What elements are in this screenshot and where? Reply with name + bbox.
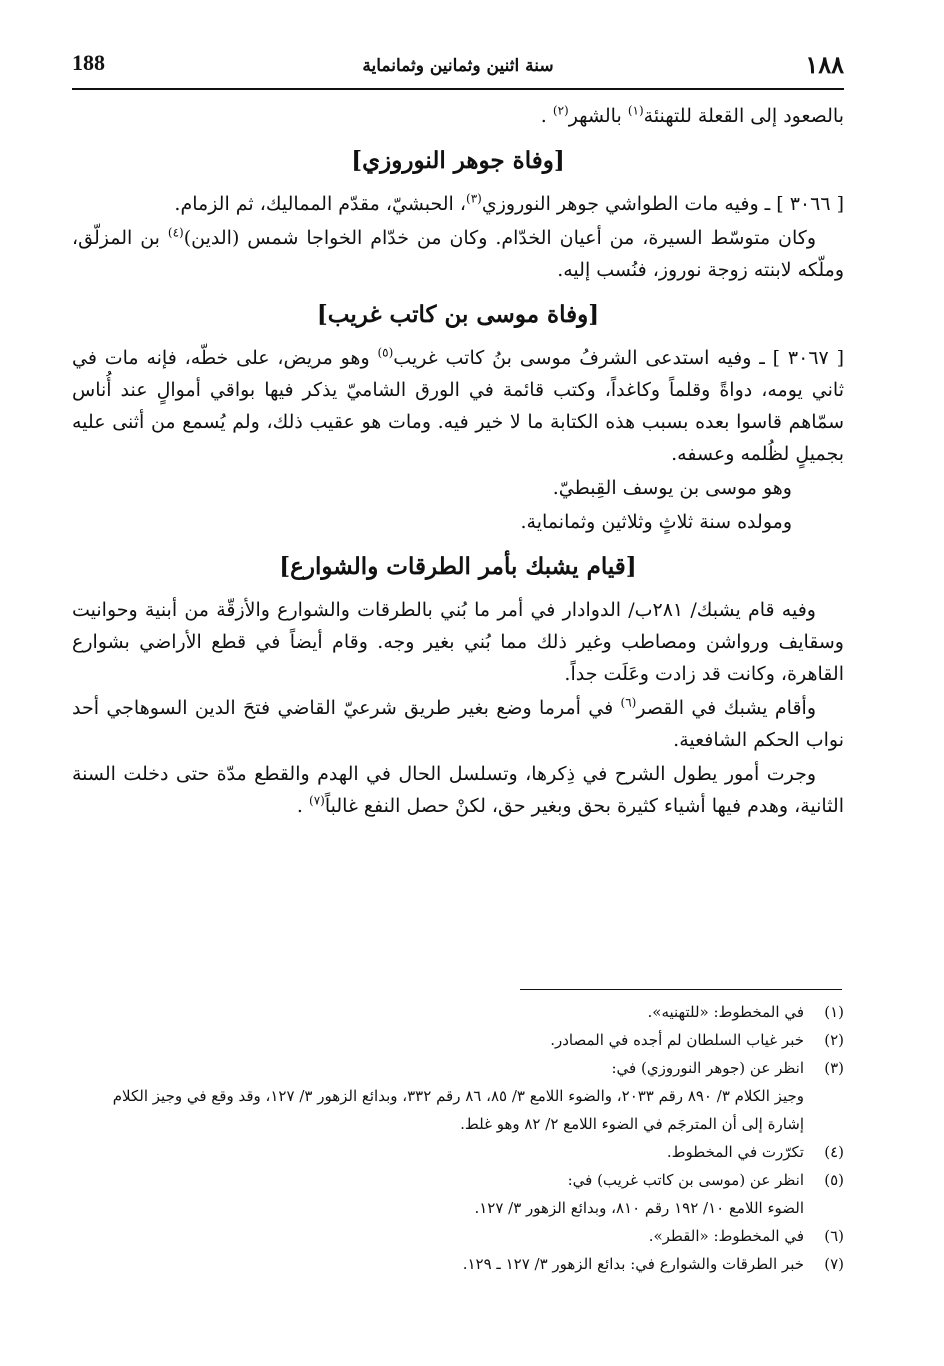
footnote-number: (٦) <box>824 1227 844 1245</box>
paragraph: وكان متوسّط السيرة، من أعيان الخدّام. وكان من خدّام الخواجا شمس (الدين)$^{(٤)}$ بن المزلّق، وملّكه لابنته زوجة نوروز، فنُسب إليه. <box>72 225 844 281</box>
page-header <box>72 50 844 86</box>
opening-line: بالصعود إلى القعلة للتهنئة$^{(١)}$ بالشهر$^{(٢)}$ . <box>540 103 844 127</box>
footnote-ref: (١) <box>627 103 644 118</box>
footnote: (٦) في المخطوط: «القطر». <box>72 1222 844 1250</box>
paragraph: وهو موسى بن يوسف القِبطيّ. <box>552 477 792 499</box>
paragraph: وأقام يشبك في القصر$^{(٦)}$ في أمرما وضع بغير طريق شرعيّ القاضي فتحَ الدين السوهاجي أحد نواب الحكم الشافعية. <box>72 695 844 751</box>
footnote: (٥) انظر عن (موسى بن كاتب غريب) في: الضوء اللامع ١٠/ ١٩٢ رقم ٨١٠، وبدائع الزهور ٣/ ١٢٧. <box>72 1166 844 1222</box>
page-number-arabic: ١٨٨ <box>805 50 844 79</box>
section-heading: [قيام يشبك بأمر الطرقات والشوارع] <box>279 553 637 580</box>
footnote-number: (٥) <box>824 1171 844 1189</box>
footnote-number: (٣) <box>824 1059 844 1077</box>
paragraph: وفيه قام يشبك/ ٢٨١ب/ الدوادار في أمر ما بُني بالطرقات والشوارع والأزقّة من أبنية وحوانيت وسقايف ورواشن ومصاطب وغير ذلك مما بُني بغير وجه. وقام أيضاً في قطع الأراضي بشوارع القاهرة، وكانت قد زادت وعَلَت جداً. <box>72 599 844 685</box>
footnotes <box>72 998 844 1278</box>
page-number-latin: 188 <box>72 50 105 75</box>
footnote: (٧) خبر الطرقات والشوارع في: بدائع الزهور ٣/ ١٢٧ ـ ١٢٩. <box>72 1250 844 1278</box>
footnote-ref: (٦) <box>620 695 637 710</box>
header-rule <box>72 88 844 90</box>
footnote-number: (٧) <box>824 1255 844 1273</box>
footnote-ref: (٧) <box>309 793 325 808</box>
footnote-number: (٤) <box>824 1143 844 1161</box>
main-text <box>72 100 844 824</box>
footnote: (٣) انظر عن (جوهر النوروزي) في: وجيز الكلام ٣/ ٨٩٠ رقم ٢٠٣٣، والضوء اللامع ٣/ ٨٥، ٨٦ رقم ٣٣٢، وبدائع الزهور ٣/ ١٢٧، وقد وقع في وجيز الكلام إشارة إلى أن المترجَم في الضوء اللامع ٢/ ٨٢ وهو غلط. <box>72 1054 844 1138</box>
footnote-ref: (٤) <box>167 225 184 240</box>
section-heading: [وفاة موسى بن كاتب غريب] <box>316 301 600 328</box>
paragraph: [ ٣٠٦٦ ] ـ وفيه مات الطواشي جوهر النوروزي$^{(٣)}$، الحبشيّ، مقدّم المماليك، ثم الزمام. <box>174 191 844 215</box>
footnote-continuation: وجيز الكلام ٣/ ٨٩٠ رقم ٢٠٣٣، والضوء اللامع ٣/ ٨٥، ٨٦ رقم ٣٣٢، وبدائع الزهور ٣/ ١٢٧، وقد وقع في وجيز الكلام إشارة إلى أن المترجَم في الضوء اللامع ٢/ ٨٢ وهو غلط. <box>112 1087 804 1133</box>
footnote-ref: (٢) <box>552 103 569 118</box>
footnote-ref: (٣) <box>466 191 482 206</box>
running-title: سنة اثنين وثمانين وثمانماية <box>362 56 554 76</box>
footnote-ref: (٥) <box>377 345 394 360</box>
footnote-rule <box>520 989 842 990</box>
footnote: (٢) خبر غياب السلطان لم أجده في المصادر. <box>72 1026 844 1054</box>
paragraph: [ ٣٠٦٧ ] ـ وفيه استدعى الشرفُ موسى بنُ كاتب غريب$^{(٥)}$ وهو مريض، على خطّه، فإنه مات في ثاني يومه، دواةً وقلماً وكاغداً، وكتب قائمة في الورق الشاميّ يذكر فيها بواقي أموالٍ عند أُناس سمّاهم قاسوا بعده بسبب هذه الكتابة ما لا خير فيه. ومات هو عقيب ذلك، ولم يُسمع من أثنى عليه بجميلٍ لظُلمه وعسفه. <box>72 345 844 465</box>
paragraph: وجرت أمور يطول الشرح في ذِكرها، وتسلسل الحال في الهدم والقطع مدّة حتى دخلت السنة الثانية، وهدم فيها أشياء كثيرة بحق وبغير حق، لكنْ حصل النفع غالباً$^{(٧)}$ . <box>72 763 844 817</box>
footnote-number: (٢) <box>824 1031 844 1049</box>
footnote: (٤) تكرّرت في المخطوط. <box>72 1138 844 1166</box>
footnote: (١) في المخطوط: «للتهنيه». <box>72 998 844 1026</box>
footnote-number: (١) <box>824 1003 844 1021</box>
footnote-continuation: الضوء اللامع ١٠/ ١٩٢ رقم ٨١٠، وبدائع الزهور ٣/ ١٢٧. <box>474 1199 804 1217</box>
paragraph: ومولده سنة ثلاثٍ وثلاثين وثمانماية. <box>520 511 792 533</box>
section-heading: [وفاة جوهر النوروزي] <box>351 147 565 174</box>
